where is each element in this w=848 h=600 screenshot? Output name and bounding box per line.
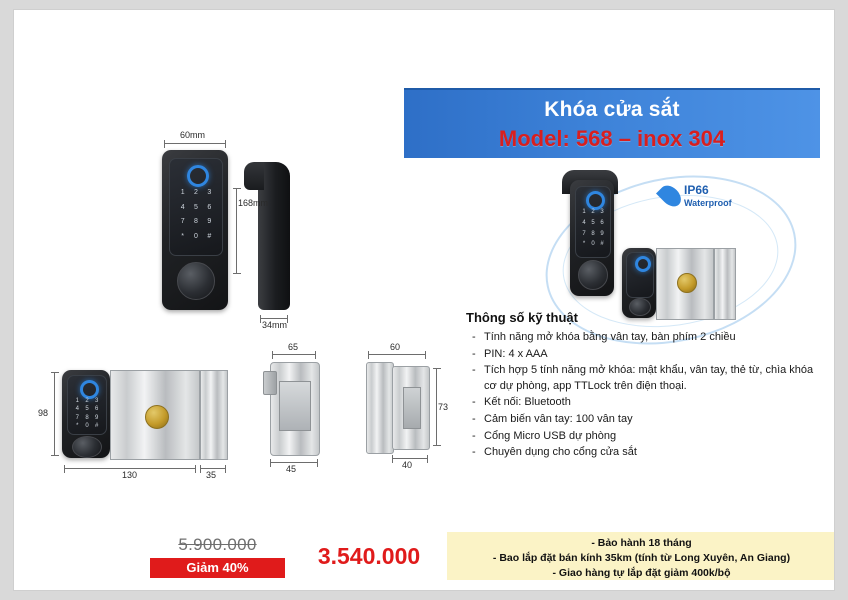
lock-screen — [626, 252, 654, 298]
lock-side-body — [258, 162, 290, 310]
dim-right-height: 73 — [438, 402, 449, 412]
keypad-key: 8 — [194, 218, 198, 225]
brass-cylinder — [677, 273, 697, 293]
lock-screen — [575, 186, 611, 258]
fingerprint-ring-icon — [80, 380, 99, 399]
keypad-key: # — [207, 232, 212, 240]
keypad-key: 7 — [180, 218, 185, 225]
keypad — [177, 189, 215, 245]
lock-front-view-top — [162, 150, 228, 310]
lock-body — [62, 370, 110, 458]
dim-line-top-height — [236, 188, 237, 274]
dim-right-bottom: 40 — [402, 460, 413, 470]
dim-bottom-width: 130 — [122, 470, 138, 480]
lock-knob — [578, 260, 608, 290]
dim-line-right-width — [368, 354, 426, 355]
waterproof-badge — [662, 182, 758, 216]
dim-line-bottom-right — [200, 468, 226, 469]
dim-bottom-height: 98 — [38, 408, 49, 418]
header-banner — [404, 88, 820, 158]
lock-hero-assembly — [622, 248, 656, 318]
latch-inner — [279, 381, 311, 431]
keypad-key: # — [600, 241, 604, 248]
banner-title: Khóa cửa sắt — [544, 98, 680, 121]
keypad-key: 1 — [582, 209, 586, 215]
keypad-key: 2 — [85, 398, 89, 404]
keypad-key: 3 — [207, 189, 212, 196]
dim-right-width: 60 — [390, 342, 401, 352]
keypad-key: 4 — [180, 203, 185, 211]
keypad-key: 6 — [600, 219, 604, 226]
keeper-slot — [403, 387, 421, 429]
keypad-key: 8 — [85, 414, 89, 421]
spec-item: - Kết nối: Bluetooth — [466, 395, 826, 411]
product-flyer-page — [14, 10, 834, 590]
dim-line-right-bottom — [392, 458, 428, 459]
footer-notes — [447, 532, 834, 580]
dim-line-top-depth — [260, 318, 288, 319]
keypad-key: 3 — [600, 209, 604, 215]
fingerprint-ring-icon — [187, 165, 209, 187]
keypad-key: 6 — [94, 406, 99, 413]
spec-item: - Cổng Micro USB dự phòng — [466, 429, 826, 445]
spec-item: - Cảm biến vân tay: 100 vân tay — [466, 412, 826, 428]
specs-list — [466, 330, 826, 461]
dim-line-mid-bottom — [270, 462, 318, 463]
spec-item: - Tích hợp 5 tính năng mở khóa: mật khẩu, vân tay, thẻ từ, chìa khóa cơ dự phòng, app TTLock trên điện thoại. — [466, 363, 826, 394]
lock-side-view-top — [258, 162, 290, 310]
keypad-key: * — [582, 241, 586, 248]
spec-item: - Chuyên dụng cho cổng cửa sắt — [466, 445, 826, 461]
dim-bottom-right: 35 — [206, 470, 217, 480]
lock-screen — [67, 375, 107, 435]
keypad-key: 2 — [591, 209, 595, 215]
keypad-key: 5 — [85, 406, 89, 413]
discount-badge: Giảm 40% — [150, 558, 285, 578]
keypad-key: 5 — [591, 219, 595, 226]
brass-cylinder — [145, 405, 169, 429]
keypad-key: 9 — [94, 414, 99, 421]
lock-knob — [72, 436, 102, 458]
keypad-key: 7 — [582, 230, 586, 237]
lock-body — [162, 150, 228, 310]
keypad-key: 5 — [194, 203, 198, 211]
keypad — [73, 398, 101, 430]
dim-top-height: 168mm — [238, 198, 269, 208]
keypad-key: * — [76, 422, 79, 429]
footer-note: - Giao hàng tự lắp đặt giảm 400k/bộ — [552, 566, 731, 579]
lock-body — [622, 248, 656, 318]
lock-hero-front — [570, 180, 614, 296]
dim-line-bottom-width — [64, 468, 196, 469]
keypad-key: 0 — [591, 241, 595, 248]
dim-mid-bottom: 45 — [286, 464, 297, 474]
keypad-key: 8 — [591, 230, 595, 237]
footer-note: - Bảo hành 18 tháng — [591, 537, 692, 549]
fingerprint-ring-icon — [586, 191, 605, 210]
keypad-key: 7 — [75, 414, 79, 421]
keypad-key: # — [94, 422, 99, 429]
dim-mid-width: 65 — [288, 342, 299, 352]
fingerprint-ring-icon — [635, 256, 651, 272]
keeper-box — [392, 366, 430, 450]
spec-item: - PIN: 4 x AAA — [466, 347, 826, 363]
keypad — [580, 209, 606, 251]
spec-item: - Tính năng mở khóa bằng vân tay, bàn phím 2 chiều — [466, 330, 826, 346]
keypad-key: * — [181, 232, 185, 240]
ip-code: IP66 — [684, 183, 709, 197]
dim-line-mid-width — [272, 354, 316, 355]
lock-side-hook — [244, 162, 264, 190]
inox-plate — [110, 370, 200, 460]
lock-assembly-view — [62, 370, 110, 458]
dim-top-width: 60mm — [180, 130, 206, 140]
keypad-key: 0 — [85, 422, 89, 429]
keypad-key: 0 — [194, 232, 198, 240]
lock-knob — [177, 262, 215, 300]
keypad-key: 1 — [75, 398, 79, 404]
keeper-front — [366, 362, 394, 454]
new-price: 3.540.000 — [291, 532, 447, 580]
dim-line-top-width — [164, 143, 226, 144]
latch-bolt — [263, 371, 277, 395]
price-footer — [144, 532, 834, 580]
old-price-block — [144, 532, 291, 580]
old-price: 5.900.000 — [178, 535, 257, 554]
keypad-key: 9 — [207, 218, 212, 225]
strike-plate — [200, 370, 228, 460]
waterproof-label: Waterproof — [684, 198, 732, 208]
specs-section — [466, 310, 826, 462]
keypad-key: 4 — [582, 219, 586, 226]
keypad-key: 9 — [600, 230, 604, 237]
keypad-key: 4 — [75, 406, 79, 413]
keypad-key: 6 — [207, 203, 212, 211]
keypad-key: 1 — [180, 189, 185, 196]
dim-line-bottom-height — [54, 372, 55, 456]
latch-housing — [270, 362, 320, 456]
specs-title: Thông số kỹ thuật — [466, 310, 578, 325]
lock-body — [570, 180, 614, 296]
footer-note: - Bao lắp đặt bán kính 35km (tính từ Long Xuyên, An Giang) — [492, 551, 791, 564]
dim-line-right-height — [436, 368, 437, 446]
keypad-key: 3 — [94, 398, 99, 404]
banner-model: Model: 568 – inox 304 — [498, 126, 726, 151]
dim-top-depth: 34mm — [262, 320, 288, 330]
lock-screen — [169, 158, 223, 256]
keypad-key: 2 — [194, 189, 198, 196]
waterproof-text — [684, 183, 732, 209]
